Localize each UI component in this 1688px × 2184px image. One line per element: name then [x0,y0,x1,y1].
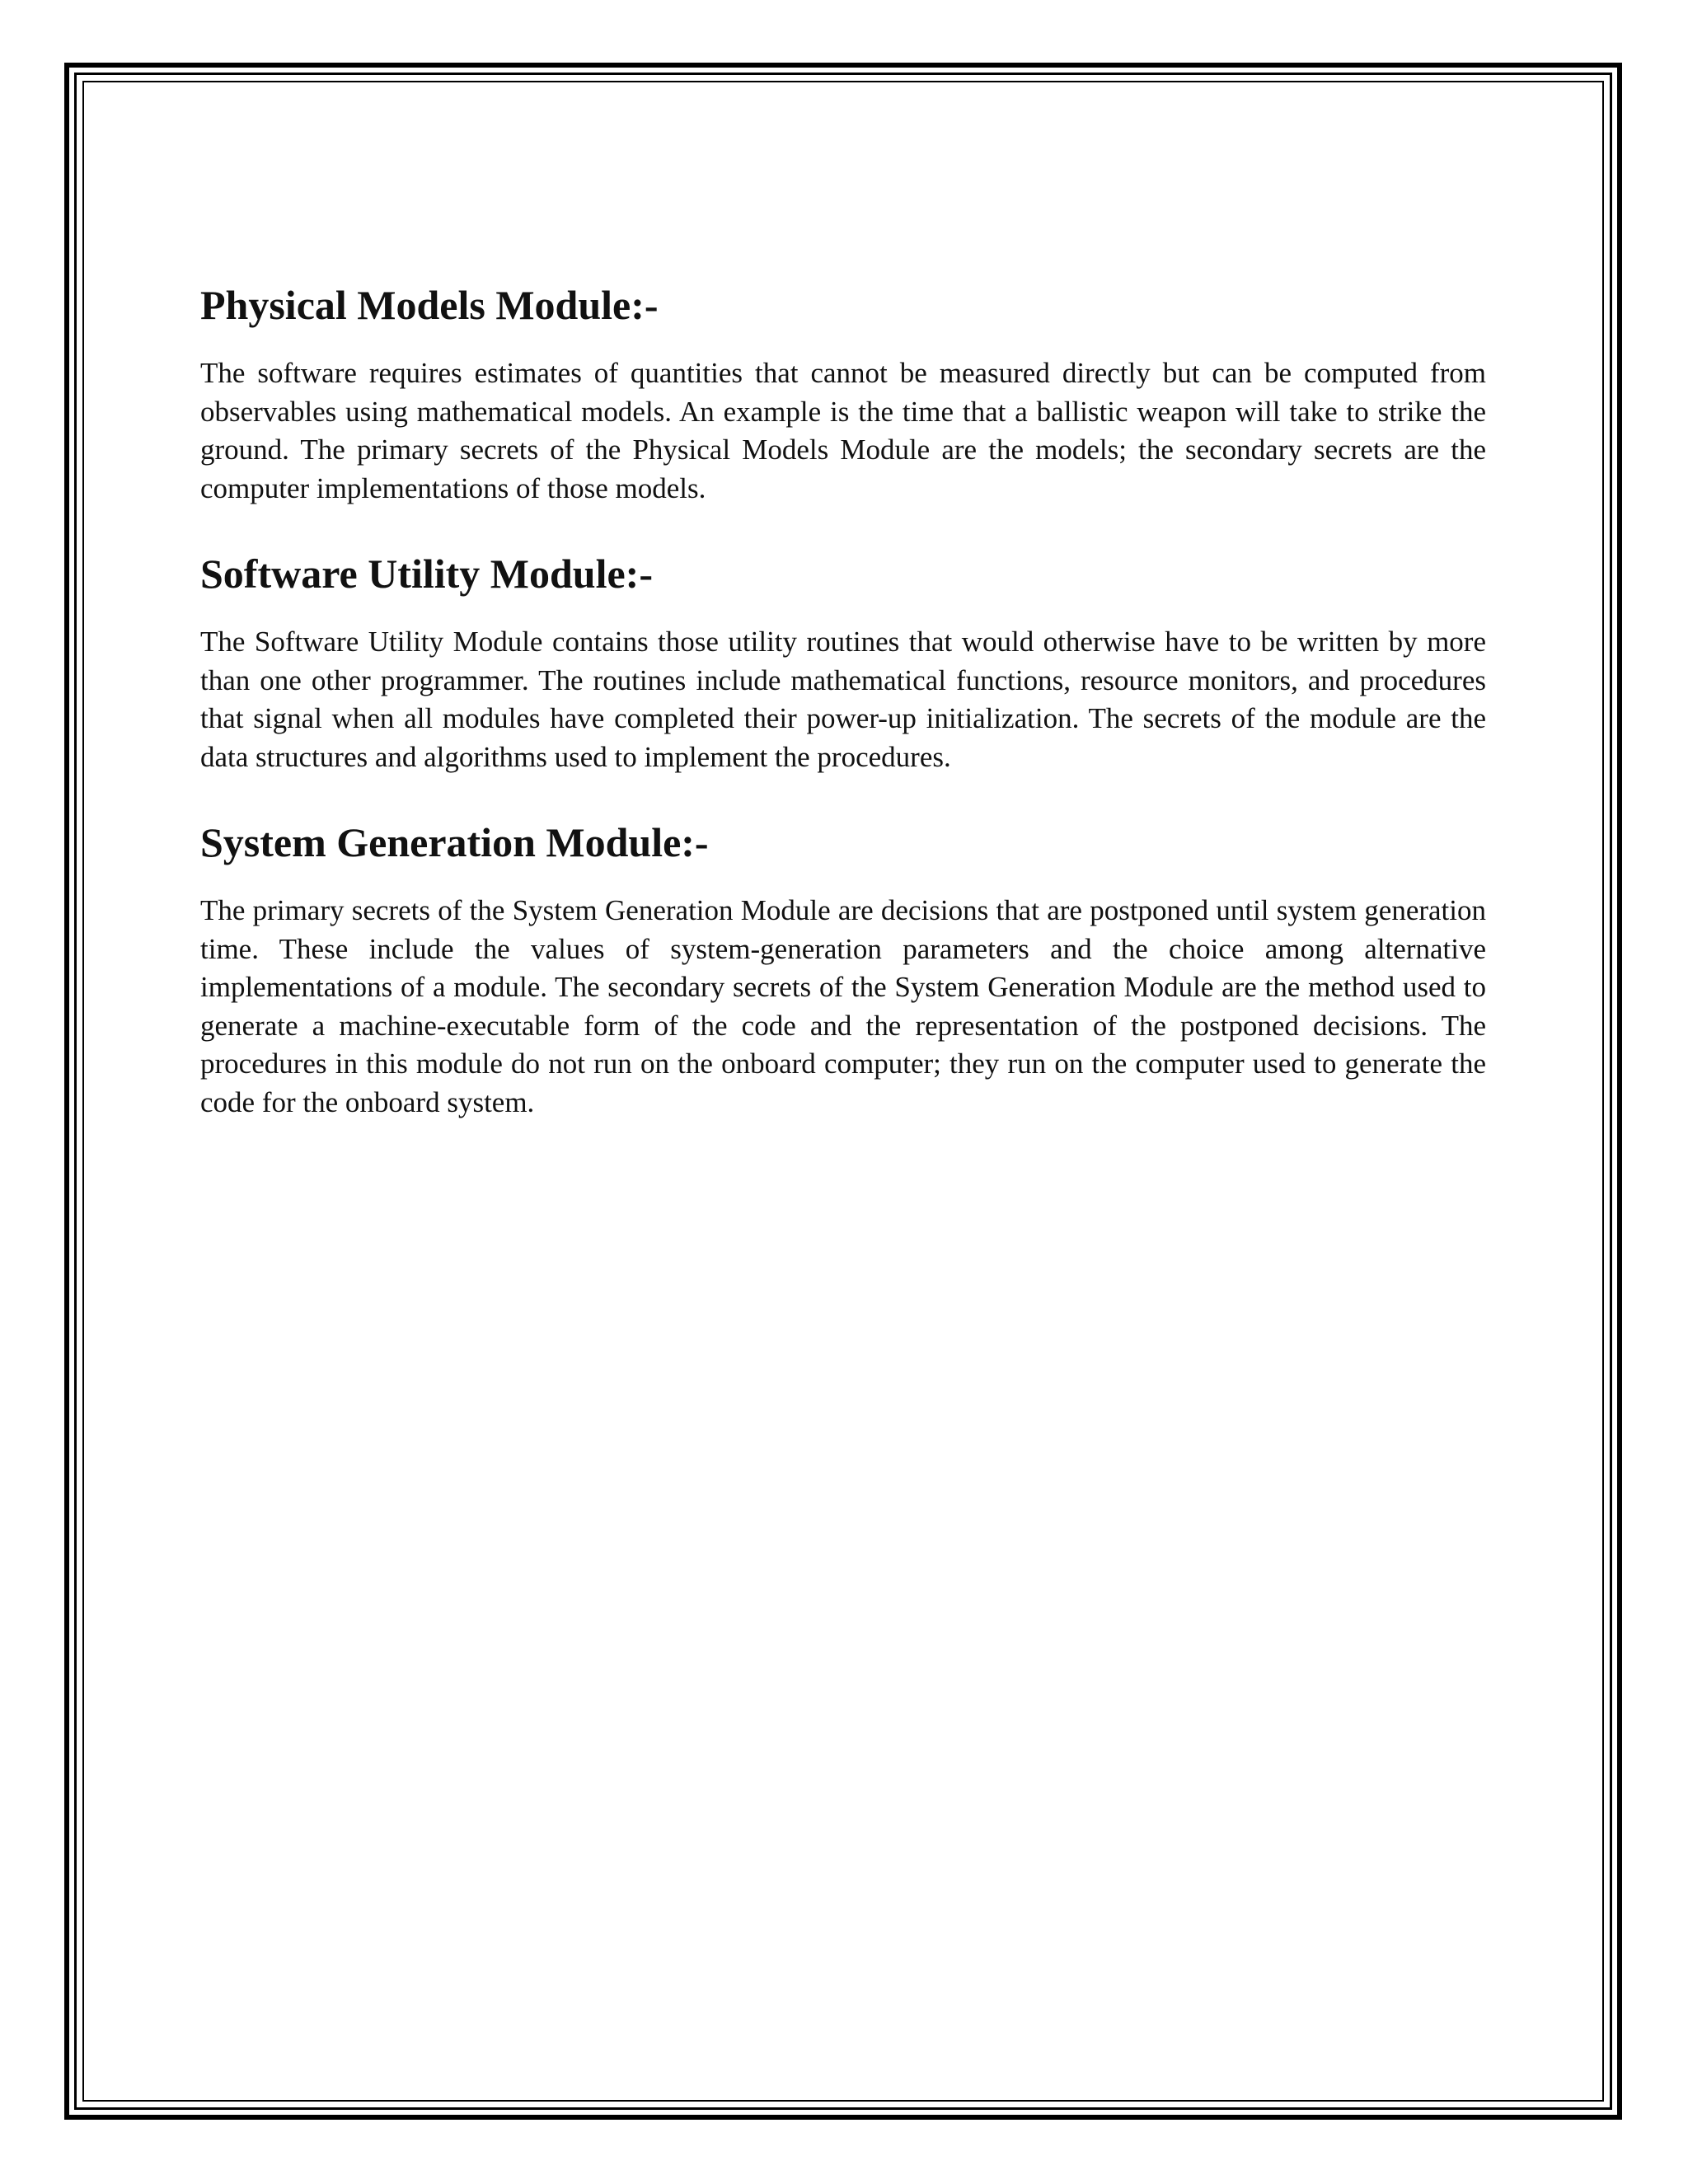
section-heading: System Generation Module:- [200,819,709,865]
section-heading: Physical Models Module:- [200,282,659,328]
section-paragraph: The software requires estimates of quantities that cannot be measured directly but can be computed from observables using mathematical models. An example is the time that a ballistic weapon will take to strike the ground. The primary secrets of the Physical Models Module are the models; the secondary secrets are the computer implementations of those models. [200,357,1486,504]
section-paragraph: The Software Utility Module contains those utility routines that would otherwise have to be written by more than one other programmer. The routines include mathematical functions, resource monitors, and procedures that signal when all modules have completed their power-up initialization. The secrets of the module are the data structures and algorithms used to implement the procedures. [200,626,1486,773]
section-system-generation [200,818,1486,1122]
section-paragraph: The primary secrets of the System Generation Module are decisions that are postponed until system generation time. These include the values of system-generation parameters and the choice among alternative implementations of a module. The secondary secrets of the System Generation Module are the method used to generate a machine-executable form of the code and the representation of the postponed decisions. The procedures in this module do not run on the onboard computer; they run on the computer used to generate the code for the onboard system. [200,894,1486,1118]
section-physical-models [200,280,1486,508]
section-software-utility [200,549,1486,776]
section-heading: Software Utility Module:- [200,551,653,597]
document-content [200,280,1486,1163]
